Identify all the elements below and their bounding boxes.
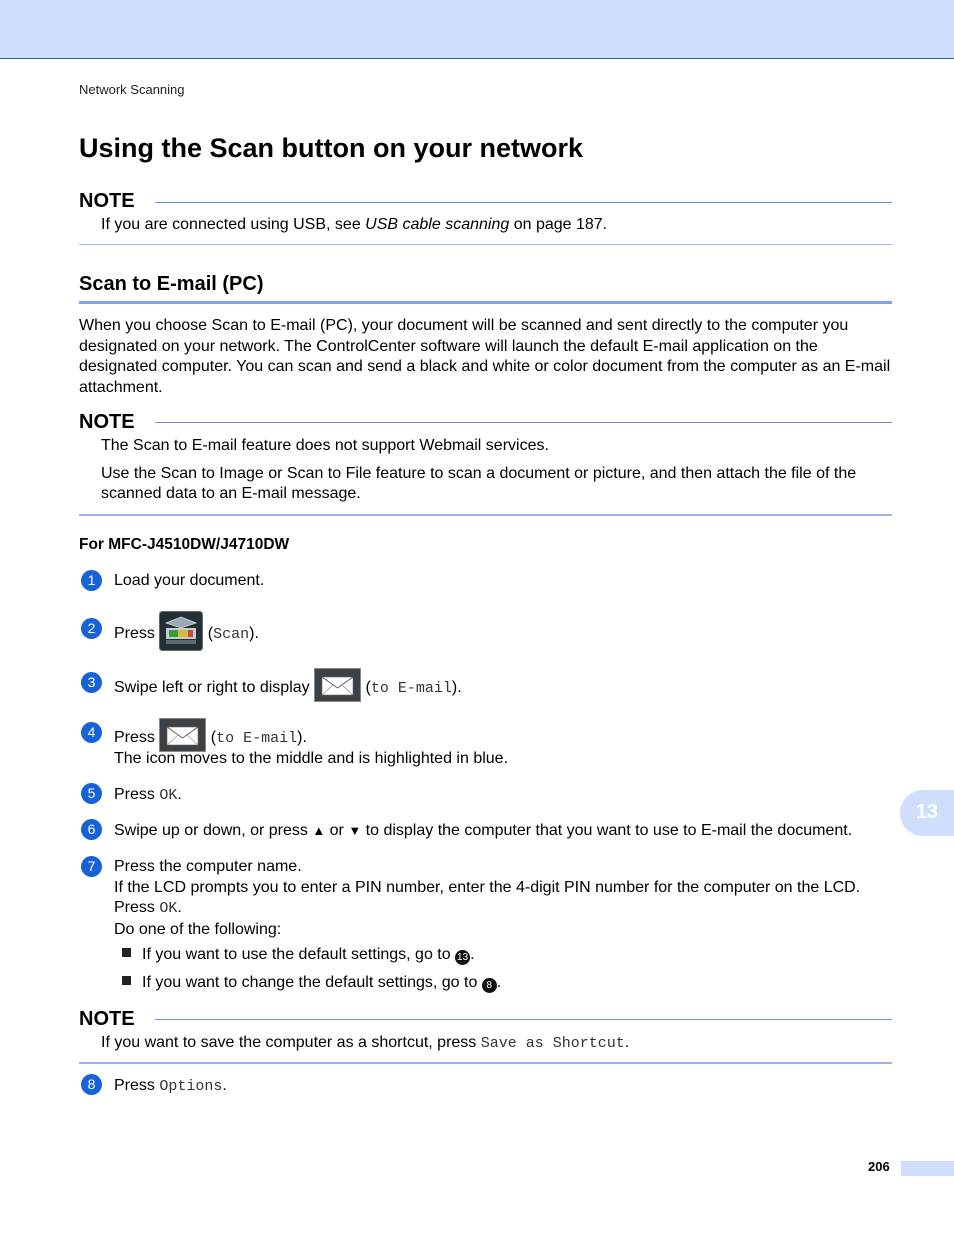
step-number: 7	[81, 856, 102, 877]
note-rule	[155, 202, 892, 203]
list-item: If you want to use the default settings, go to 13 .	[122, 946, 475, 965]
scanner-icon	[159, 611, 203, 658]
note-rule	[155, 422, 892, 423]
usb-scanning-link[interactable]: USB cable scanning	[365, 216, 510, 233]
step-text: Press (to E-mail).	[114, 718, 904, 759]
page-number: 206	[868, 1159, 890, 1174]
step-text: The icon moves to the middle and is highlighted in blue.	[114, 750, 509, 767]
running-header: Network Scanning	[79, 82, 185, 97]
section-title: Scan to E-mail (PC)	[79, 273, 264, 295]
up-arrow-icon: ▲	[312, 823, 326, 838]
note-text: If you are connected using USB, see USB cable scanning on page 187.	[101, 216, 608, 233]
intro-paragraph: When you choose Scan to E-mail (PC), your document will be scanned and sent directly to the computer you designated on your network. The ControlCenter software will launch the default E-mail application on the designated computer. You can scan and send a black and white or color document from the computer as an E-mail attachment.	[79, 317, 891, 396]
page-number-bar	[901, 1161, 954, 1176]
note-divider	[79, 514, 892, 516]
step-number: 4	[81, 722, 102, 743]
model-heading: For MFC-J4510DW/J4710DW	[79, 536, 290, 553]
envelope-icon	[314, 668, 361, 709]
down-arrow-icon: ▼	[348, 823, 362, 838]
step-text: Load your document.	[114, 572, 265, 589]
note-text: The Scan to E-mail feature does not support Webmail services.	[101, 437, 549, 454]
note-heading: NOTE	[79, 1008, 135, 1030]
step-reference[interactable]: 13	[457, 952, 469, 963]
step-number: 2	[81, 618, 102, 639]
step-text: Press OK.	[114, 786, 182, 804]
step-reference[interactable]: 8	[482, 978, 497, 993]
page-title: Using the Scan button on your network	[79, 133, 584, 163]
step-text: Press Options.	[114, 1077, 227, 1095]
step-number: 3	[81, 672, 102, 693]
header-band	[0, 0, 954, 59]
step-text: Press (Scan).	[114, 611, 904, 658]
note-text: Use the Scan to Image or Scan to File feature to scan a document or picture, and then attach the file of the scanned data to an E-mail message.	[101, 465, 857, 502]
step-text: Swipe left or right to display (to E-mail).	[114, 668, 904, 709]
note-heading: NOTE	[79, 190, 135, 212]
note-divider	[79, 1062, 892, 1064]
step-text: Swipe up or down, or press ▲ or ▼ to display the computer that you want to use to E-mail the document.	[114, 822, 853, 839]
note-heading: NOTE	[79, 411, 135, 433]
section-rule	[79, 301, 892, 304]
note-divider	[79, 244, 892, 245]
note-rule	[155, 1019, 892, 1020]
note-text: If you want to save the computer as a shortcut, press Save as Shortcut.	[101, 1034, 630, 1052]
step-number: 1	[81, 570, 102, 591]
step-text: Press the computer name. If the LCD prompts you to enter a PIN number, enter the 4-digit PIN number for the computer on the LCD. Press OK. Do one of the following:	[114, 858, 861, 938]
step-number: 8	[81, 1074, 102, 1095]
step-number: 6	[81, 819, 102, 840]
list-item: If you want to change the default settings, go to 8 .	[122, 974, 501, 993]
step-number: 5	[81, 783, 102, 804]
chapter-tab: 13	[900, 790, 954, 836]
